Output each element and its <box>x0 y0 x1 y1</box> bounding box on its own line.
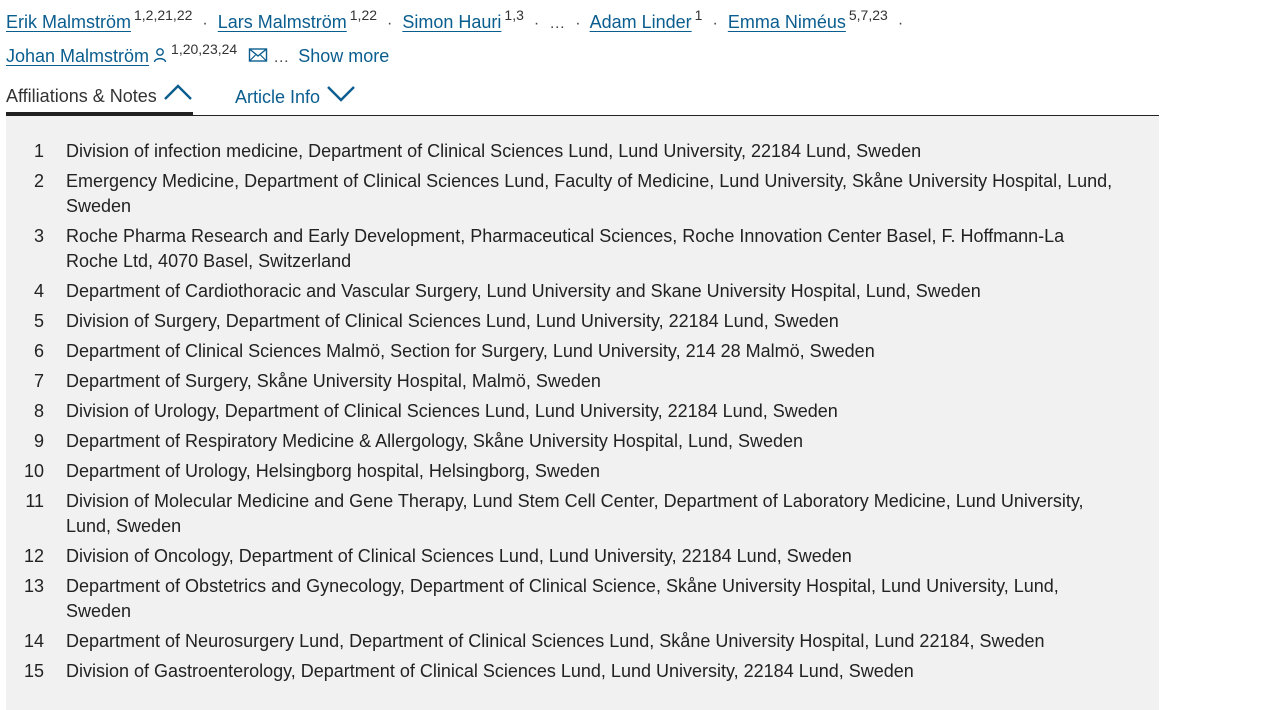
author-link[interactable]: Lars Malmström <box>217 12 347 32</box>
affiliation-number: 3 <box>33 226 44 246</box>
affiliation-item <box>6 139 1159 164</box>
author-affiliation-refs: 1,3 <box>504 7 524 23</box>
affiliation-text: Division of Molecular Medicine and Gene Therapy, Lund Stem Cell Center, Department of Laboratory Medicine, Lund University, Lund, Sweden <box>66 491 1084 536</box>
author-simon <box>402 7 529 32</box>
tab-affiliations-label: Affiliations & Notes <box>6 86 157 106</box>
affiliation-number: 10 <box>23 461 44 481</box>
affiliation-number: 12 <box>23 546 44 566</box>
affiliation-number: 8 <box>33 401 44 421</box>
author-link[interactable]: Emma Niméus <box>727 12 846 32</box>
affiliation-text: Department of Neurosurgery Lund, Department of Clinical Sciences Lund, Skåne University Hospital, Lund 22184, Sweden <box>66 631 1045 651</box>
mail-icon[interactable] <box>248 41 268 73</box>
affiliation-text: Department of Clinical Sciences Malmö, Section for Surgery, Lund University, 214 28 Malmö, Sweden <box>66 341 875 361</box>
affiliation-number: 14 <box>23 631 44 651</box>
affiliation-text: Division of Oncology, Department of Clinical Sciences Lund, Lund University, 22184 Lund, Sweden <box>66 546 852 566</box>
chevron-down-icon <box>320 81 356 113</box>
author-affiliation-refs: 1 <box>694 7 703 23</box>
affiliation-item <box>6 279 1159 304</box>
author-link[interactable]: Simon Hauri <box>402 12 502 32</box>
author-affiliation-refs: 5,7,23 <box>848 7 888 23</box>
affiliation-text: Division of Urology, Department of Clinical Sciences Lund, Lund University, 22184 Lund, Sweden <box>66 401 838 421</box>
affiliation-item <box>6 399 1159 424</box>
affiliation-number: 13 <box>23 576 44 596</box>
tab-affiliations-notes[interactable] <box>6 80 193 115</box>
affiliation-text: Roche Pharma Research and Early Development, Pharmaceutical Sciences, Roche Innovation Center Basel, F. Hoffmann-La Roche Ltd, 4070 Basel, Switzerland <box>66 226 1065 271</box>
affiliation-number: 1 <box>33 141 44 161</box>
show-more-button[interactable]: Show more <box>298 46 390 66</box>
author-affiliation-refs: 1,22 <box>349 7 378 23</box>
affiliation-text: Division of Surgery, Department of Clinical Sciences Lund, Lund University, 22184 Lund, Sweden <box>66 311 839 331</box>
affiliation-item <box>6 339 1159 364</box>
affiliation-text: Emergency Medicine, Department of Clinical Sciences Lund, Faculty of Medicine, Lund University, Skåne University Hospital, Lund, Sweden <box>66 171 1113 216</box>
author-erik <box>6 7 197 32</box>
affiliation-number: 2 <box>33 171 44 191</box>
author-johan <box>6 40 1156 74</box>
affiliation-list <box>6 139 1159 689</box>
affiliation-text: Department of Cardiothoracic and Vascular Surgery, Lund University and Skane University Hospital, Lund, Sweden <box>66 281 981 301</box>
tab-article-info[interactable] <box>235 80 356 113</box>
affiliation-item <box>6 224 1159 274</box>
affiliation-text: Department of Obstetrics and Gynecology, Department of Clinical Science, Skåne University Hospital, Lund University, Lund, Sweden <box>66 576 1059 621</box>
author-emma <box>727 7 893 32</box>
affiliation-number: 11 <box>25 491 44 511</box>
author-link[interactable]: Adam Linder <box>589 12 692 32</box>
affiliation-text: Department of Urology, Helsingborg hospital, Helsingborg, Sweden <box>66 461 600 481</box>
chevron-up-icon <box>157 80 193 112</box>
author-ellipsis: … <box>549 15 566 32</box>
affiliation-item <box>6 544 1159 569</box>
author-adam <box>589 7 708 32</box>
affiliation-text: Division of infection medicine, Department of Clinical Sciences Lund, Lund University, 22184 Lund, Sweden <box>66 141 922 161</box>
affiliation-item <box>6 369 1159 394</box>
affiliation-number: 5 <box>33 311 44 331</box>
affiliations-panel <box>6 116 1159 710</box>
affiliation-item <box>6 459 1159 484</box>
author-separator: · <box>387 15 393 32</box>
author-link[interactable]: Erik Malmström <box>6 12 131 32</box>
author-separator: · <box>202 15 208 32</box>
author-separator: · <box>533 15 540 32</box>
ellipsis: … <box>273 49 290 66</box>
affiliation-item <box>6 629 1159 654</box>
affiliation-text: Department of Respiratory Medicine & Allergology, Skåne University Hospital, Lund, Sweden <box>66 431 804 451</box>
author-separator: · <box>712 15 718 32</box>
affiliation-item <box>6 309 1159 334</box>
author-link[interactable]: Johan Malmström <box>6 46 150 66</box>
affiliation-number: 15 <box>23 661 44 681</box>
affiliation-item <box>6 169 1159 219</box>
author-list <box>6 6 1156 74</box>
affiliation-item <box>6 574 1159 624</box>
affiliation-number: 6 <box>33 341 44 361</box>
author-lars <box>217 7 382 32</box>
affiliation-item <box>6 659 1159 684</box>
affiliation-number: 9 <box>33 431 44 451</box>
affiliation-item <box>6 429 1159 454</box>
tab-bar <box>6 80 1159 116</box>
author-affiliation-refs: 1,2,21,22 <box>134 7 193 23</box>
affiliation-text: Department of Surgery, Skåne University Hospital, Malmö, Sweden <box>66 371 601 391</box>
affiliation-text: Division of Gastroenterology, Department of Clinical Sciences Lund, Lund University, 22184 Lund, Sweden <box>66 661 914 681</box>
author-separator: · <box>575 15 581 32</box>
person-icon <box>152 41 168 73</box>
affiliation-number: 7 <box>33 371 44 391</box>
author-affiliation-refs: 1,20,23,24 <box>171 41 238 57</box>
affiliation-number: 4 <box>33 281 44 301</box>
affiliation-item <box>6 489 1159 539</box>
tab-article-info-label: Article Info <box>235 86 321 107</box>
author-separator: · <box>897 15 904 32</box>
